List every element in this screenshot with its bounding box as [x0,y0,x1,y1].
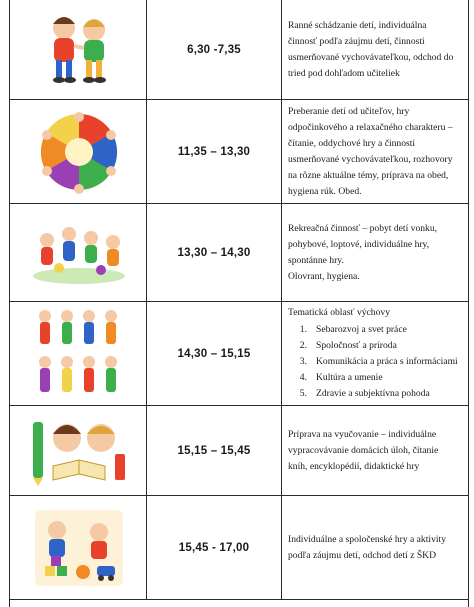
illustration-cell [10,406,147,495]
activity-line: na rôzne aktuálne témy, príprava na obed, [288,169,449,181]
time-range: 11,35 – 13,30 [177,145,251,158]
schedule-row-1 [10,0,468,100]
activity-line: Ranné schádzanie detí, individuálna [288,19,427,31]
activity-line: Individuálne a spoločenské hry a aktivity [288,533,446,545]
list-item: 1. Sebarozvoj a svet práce [299,324,407,335]
time-range: 6,30 -7,35 [187,43,241,56]
time-cell [147,496,282,599]
schedule-row-5 [10,406,468,496]
time-range: 13,30 – 14,30 [177,246,251,259]
activity-cell [282,204,468,301]
time-cell [147,204,282,301]
children-circle-illustration [29,107,129,197]
activity-line: Preberanie detí od učiteľov, hry [288,105,410,117]
activity-line: čítanie, oddychové hry a činnosti [288,137,416,149]
time-cell [147,100,282,203]
activity-line: usmerňované vychovávateľkou, rozhovory [288,153,453,165]
illustration-cell [10,496,147,599]
time-range: 15,45 - 17,00 [178,541,250,554]
activity-line: tried pod dohľadom učiteliek [288,67,400,79]
activity-cell [282,496,468,599]
time-range: 15,15 – 15,45 [177,444,251,457]
list-item: 5. Zdravie a subjektívna pohoda [299,388,430,399]
schedule-row-2 [10,100,468,204]
activity-line: Príprava na vyučovanie – individuálne [288,428,437,440]
schedule-table [9,0,469,607]
time-range: 14,30 – 15,15 [177,347,251,360]
children-grid-illustration [33,306,125,402]
activity-cell [282,406,468,495]
activity-line: vypracovávanie domácich úloh, čítanie [288,444,439,456]
topic-list [288,322,463,402]
list-item: 4. Kultúra a umenie [299,372,383,383]
illustration-cell [10,302,147,405]
illustration-cell [10,204,147,301]
topic-heading: Tematická oblasť výchovy [288,307,390,318]
activity-line: spontánne hry. [288,254,344,266]
activity-line: podľa záujmu detí, odchod detí z ŠKD [288,549,437,561]
activity-cell [282,100,468,203]
list-item: 3. Komunikácia a práca s informáciami [299,356,458,367]
activity-line: pohybové, loptové, individuálne hry, [288,238,430,250]
activity-cell [282,0,468,99]
activity-line: hygiena rúk. Obed. [288,185,362,197]
activity-line: kníh, encyklopédií, didaktické hry [288,460,420,472]
children-reading-illustration [29,414,129,488]
time-cell [147,0,282,99]
time-cell [147,406,282,495]
activity-line: činnosť podľa záujmu detí, činnosti [288,35,425,47]
illustration-cell [10,100,147,203]
schedule-row-3 [10,204,468,302]
children-playing-illustration [29,218,129,288]
activity-line: Olovrant, hygiena. [288,270,360,282]
list-item: 2. Spoločnosť a príroda [299,340,397,351]
activity-cell [282,302,468,405]
activity-line: usmerňované vychovávateľkou, odchod do [288,51,454,63]
schedule-row-4 [10,302,468,406]
activity-line: Rekreačná činnosť – pobyt detí vonku, [288,222,438,234]
time-cell [147,302,282,405]
schedule-row-6 [10,496,468,600]
activity-line: odpočinkového a relaxačného charakteru – [288,121,453,133]
illustration-cell [10,0,147,99]
children-toys-illustration [31,506,127,590]
children-walking-illustration [34,10,124,90]
